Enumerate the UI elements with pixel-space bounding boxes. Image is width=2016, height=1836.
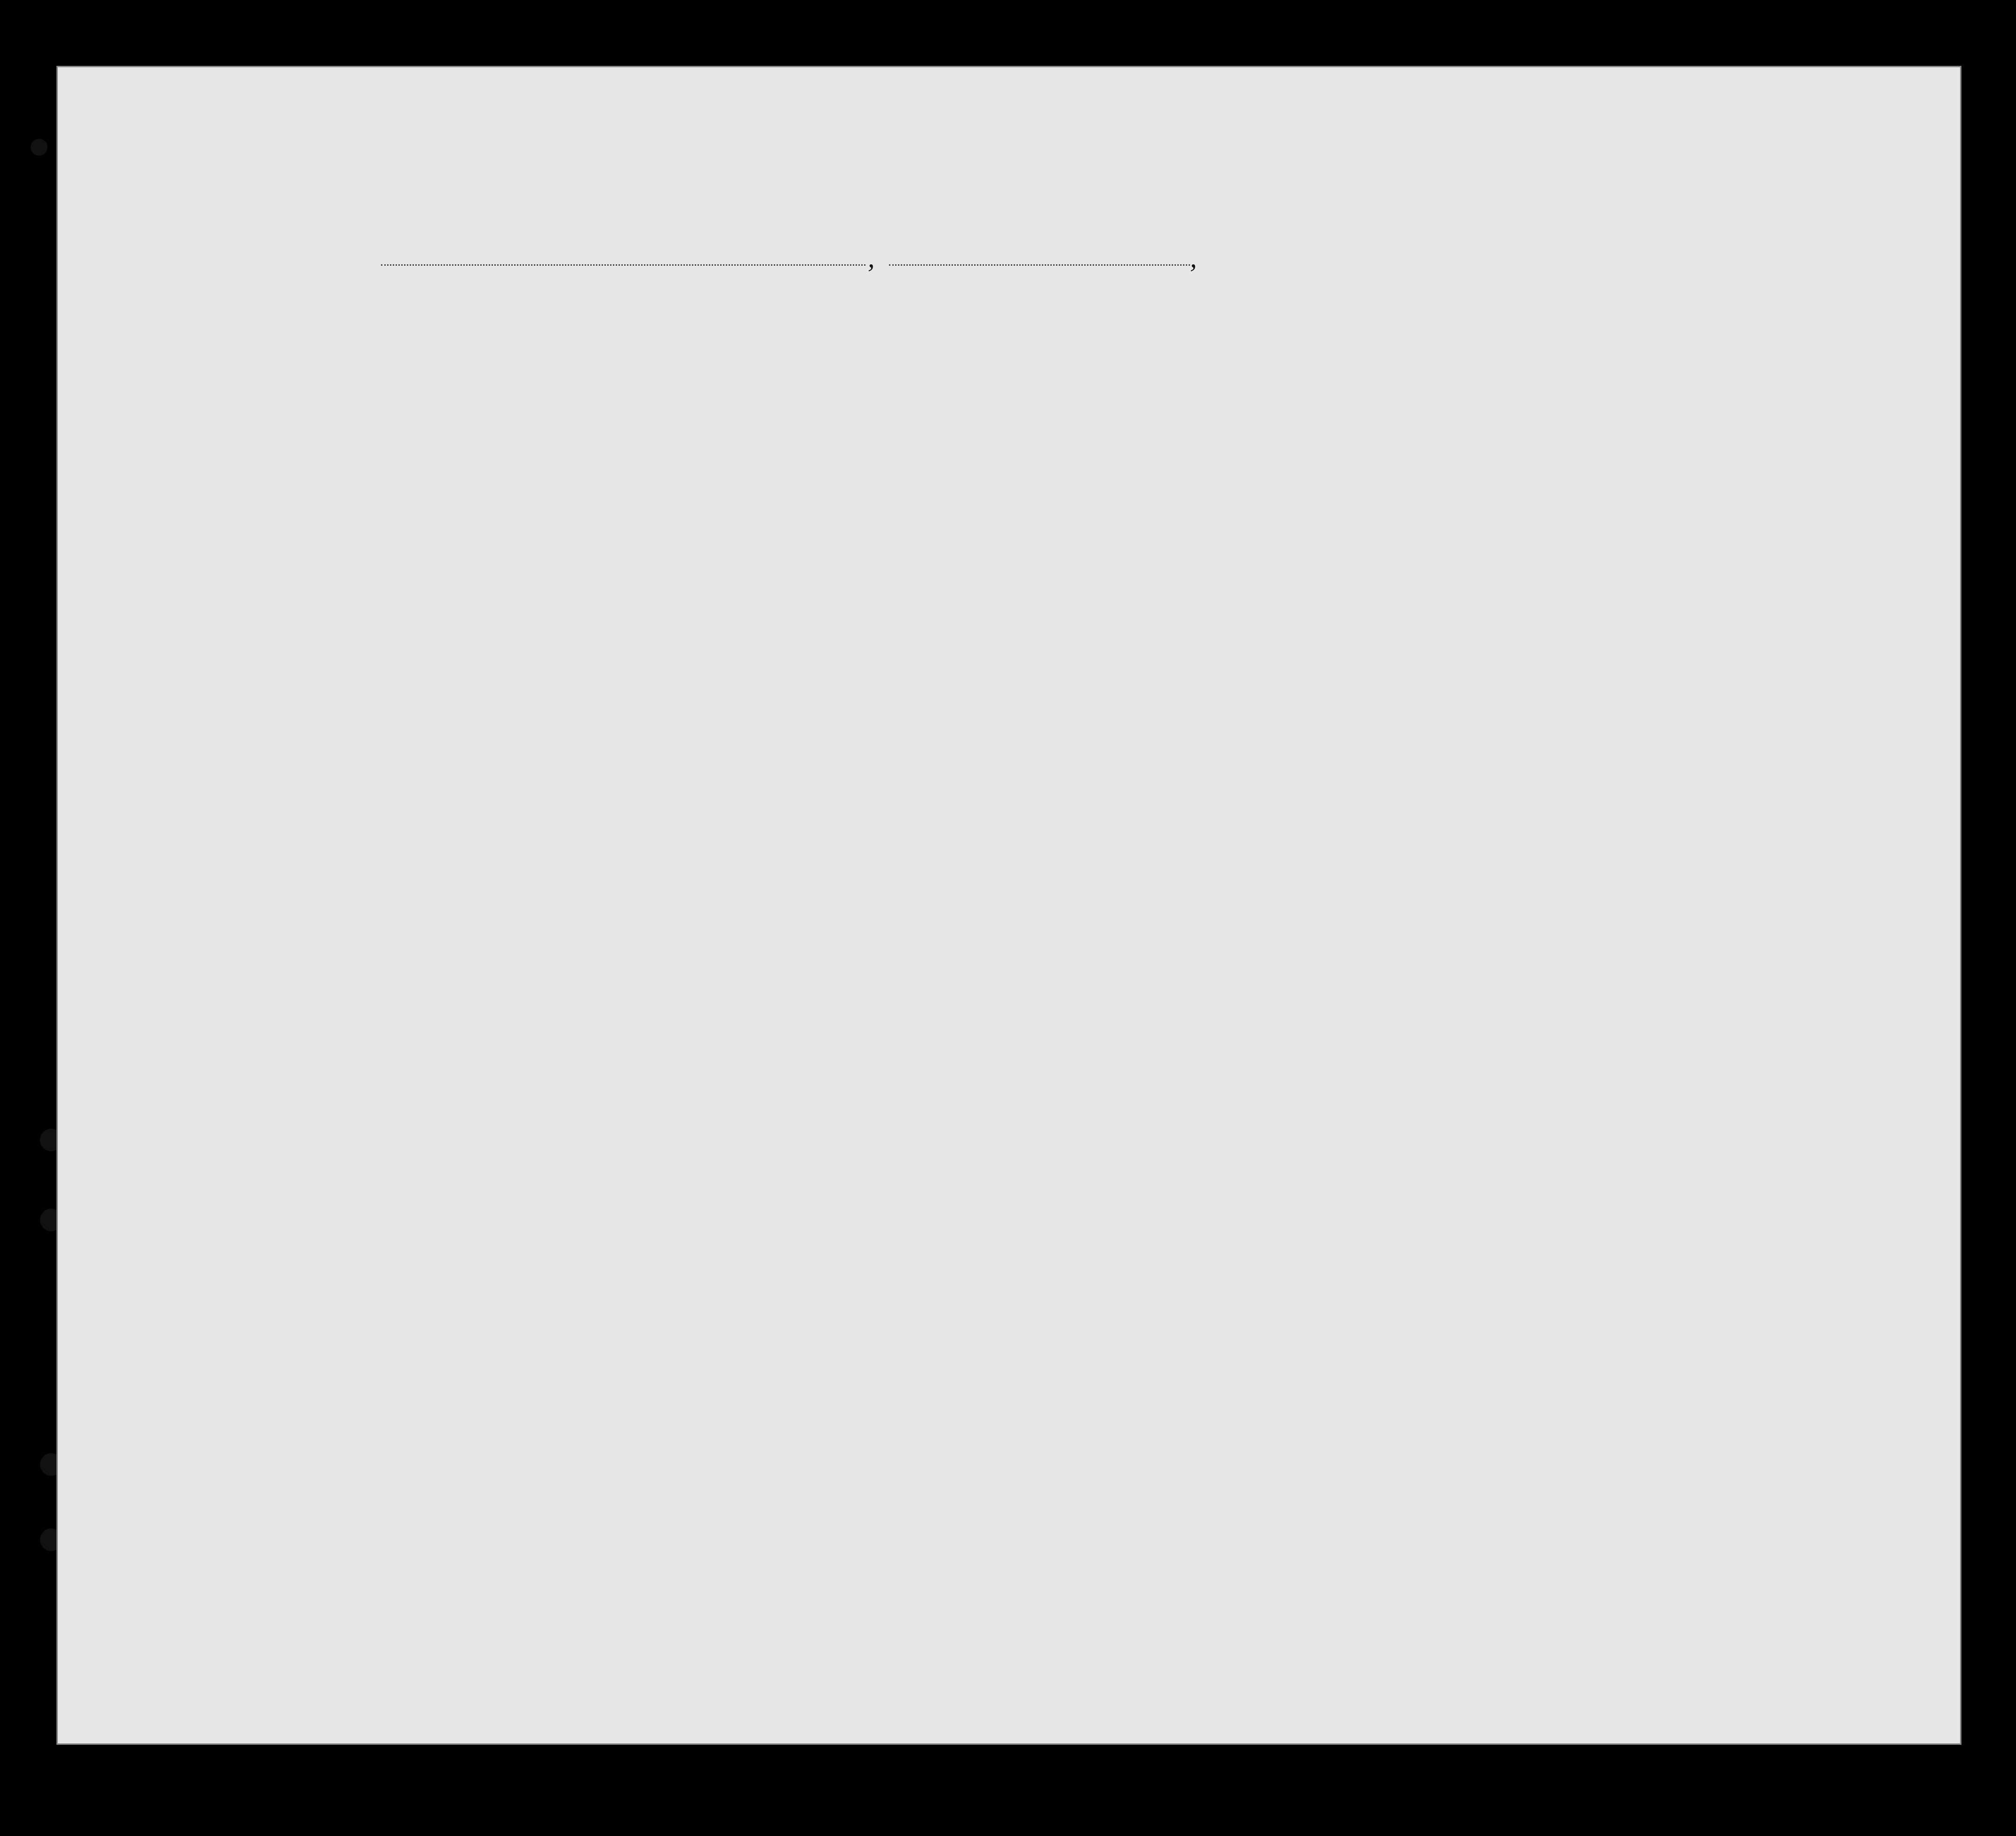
header-anarchist [1325,329,1344,456]
header-purpose-length [1176,336,1218,456]
header-prison [1272,329,1296,456]
comma: , [868,243,875,273]
header-q30 [1451,329,1479,456]
header-possession-50 [724,329,748,456]
comma: , [1190,243,1197,273]
header-polygamist [1299,329,1318,456]
header-q29 [1409,329,1437,456]
header-purpose-citizen [1223,336,1261,456]
header-purpose-return [1134,336,1170,456]
header-ticket [611,329,635,456]
header-q28 [1355,329,1392,456]
